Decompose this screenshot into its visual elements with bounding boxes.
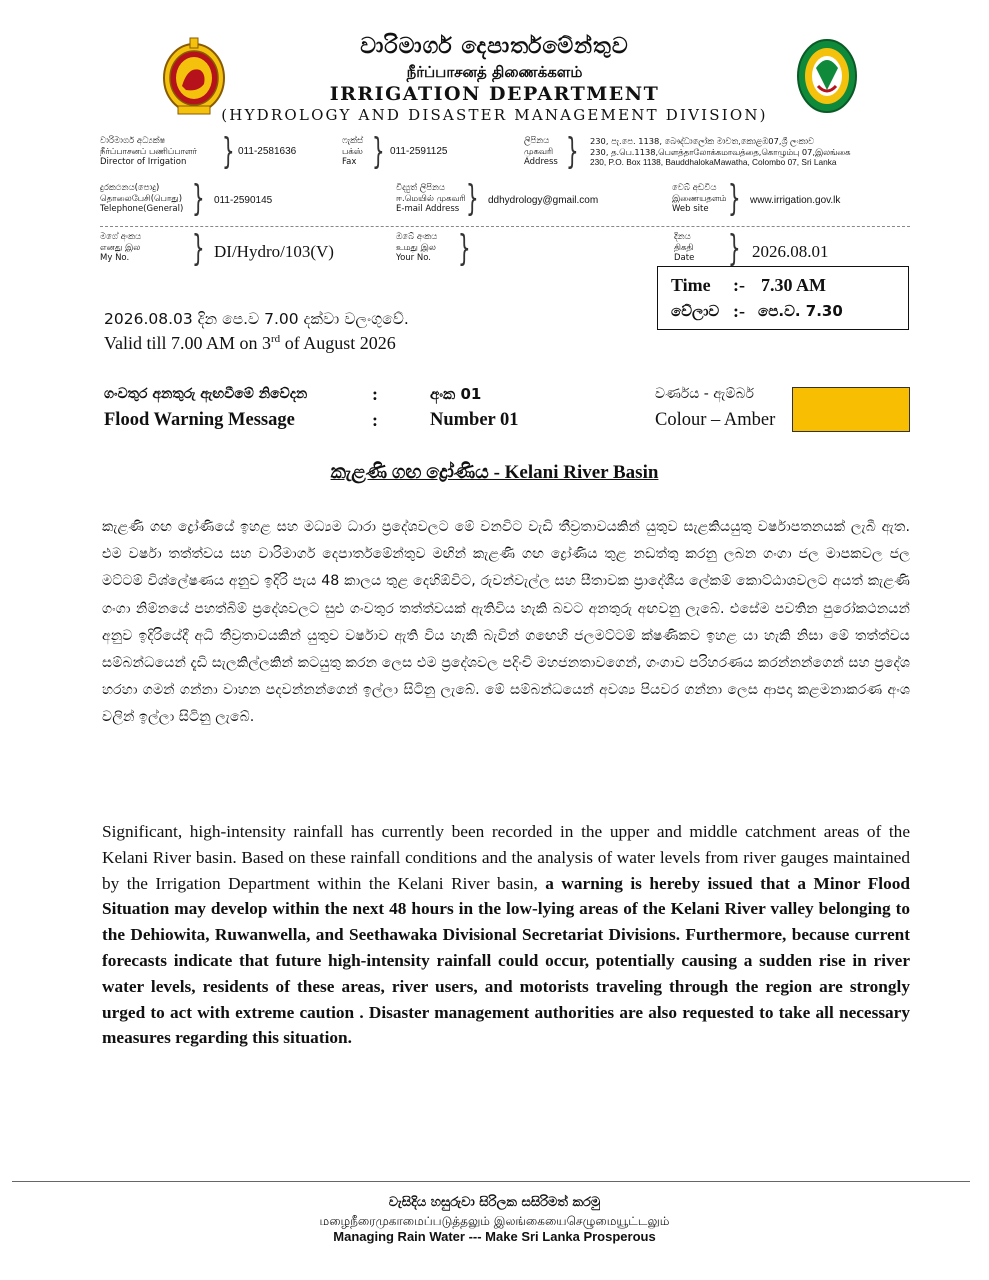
- footer-slogan-sinhala: වැසිදිය හසුරුවා සිරිලක සසිරිමත් කරමු: [388, 1195, 601, 1210]
- email-label: විද්‍යුත් ලිපිනය ஈ.மெயில் முகவரி E-mail Address: [396, 183, 466, 214]
- my-no-value: DI/Hydro/103(V): [214, 242, 334, 261]
- fax-number[interactable]: 011-2591125: [390, 146, 448, 157]
- date-label: දිනය திகதி Date: [674, 232, 695, 263]
- date-value: 2026.08.01: [752, 242, 829, 261]
- website-url[interactable]: www.irrigation.gov.lk: [750, 195, 841, 206]
- time-label-sinhala: වේලාව: [671, 302, 720, 320]
- title-tamil: நீர்ப்பாசனத் திணைக்களம்: [406, 63, 583, 81]
- address-label: ලිපිනය முகவரி Address: [524, 136, 558, 167]
- colour-label-sinhala: වර්ණය - ඇම්බර්: [655, 386, 754, 402]
- warning-number-english: Number 01: [430, 410, 519, 430]
- time-separator: :-: [733, 275, 745, 295]
- title-english: IRRIGATION DEPARTMENT: [329, 83, 660, 105]
- validity-sinhala: 2026.08.03 දින පෙ.ව 7.00 දක්වා වලංගුවේ.: [104, 310, 409, 328]
- basin-title: කැළණි ගඟ ද්‍රෝණිය - Kelani River Basin: [330, 462, 659, 483]
- body-english: Significant, high-intensity rainfall has currently been recorded in the upper and middle catchment areas of the Kelani River basin. Based on these rainfall conditions and the analysis of water levels from river gauges maintained by the Irrigation Department within the Kelani River basin, a warning is hereby issued that a Minor Flood Situation may develop within the next 48 hours in the low-lying areas of the Kelani River valley belonging to the Dehiowita, Ruwanwella, and Seethawaka Divisional Secretariat Divisions. Furthermore, because current forecasts indicate that future high-intensity rainfall could occur, potentially causing a sudden rise in river water levels, residents of these areas, river users, and motorists traveling through the region are strongly urged to act with extreme caution . Disaster management authorities are also requested to take all necessary measures regarding this situation.: [102, 822, 910, 1048]
- validity-english: Valid till 7.00 AM on 3rd of August 2026: [104, 333, 396, 353]
- warning-label-sinhala: ගංවතුර අනතුරු ඇඟවීමේ නිවේදන: [104, 386, 308, 402]
- my-no-label: මගේ අංකය எனது இல My No.: [100, 232, 142, 263]
- telephone-number[interactable]: 011-2590145: [214, 195, 273, 206]
- footer-slogan-tamil: மழைநீரைமுகாமைப்படுத்தலும் இலங்கையைசெழுமையூட்டலும்: [319, 1214, 670, 1228]
- warning-number-sinhala: අංක 01: [430, 385, 482, 403]
- email-address[interactable]: ddhydrology@gmail.com: [488, 195, 599, 206]
- header-divider: [100, 226, 910, 227]
- telephone-label: දුරකථනය(පොදු) தொலைபேசி(பொது) Telephone(General): [100, 183, 184, 214]
- title-sinhala: වාරිමාර්ග දෙපාර්තමේන්තුව: [360, 34, 629, 59]
- footer-slogan-english: Managing Rain Water --- Make Sri Lanka Prosperous: [333, 1229, 656, 1244]
- your-no-label: ඔබේ අංකය உமது இல Your No.: [396, 232, 438, 263]
- warning-label-english: Flood Warning Message: [104, 410, 295, 430]
- time-value-sinhala: පෙ.ව. 7.30: [758, 302, 843, 320]
- footer-divider: [12, 1181, 970, 1182]
- division-name: (HYDROLOGY AND DISASTER MANAGEMENT DIVISION): [221, 106, 768, 124]
- address-value: 230, පැ.පෙ. 1138, බෞද්ධාලෝක මාවත,කොළඹ07,ශ්‍රී ලංකාව 230, த.பெ.1138,பௌத்தாலோக்கமாவத்தை,கொழும்பு 07,இலங்கை 230, P.O. Box 1138, BauddhalokaMawatha, Colombo 07, Sri Lanka: [590, 136, 851, 167]
- fax-label: ෆැක්ස් பக்ஸ் Fax: [342, 136, 364, 167]
- time-separator-sinhala: :-: [733, 301, 745, 321]
- time-label: Time: [671, 275, 711, 295]
- colour-label-english: Colour – Amber: [655, 410, 776, 430]
- amber-colour-swatch: [792, 387, 910, 432]
- time-value: 7.30 AM: [761, 275, 826, 295]
- director-phone[interactable]: 011-2581636: [238, 146, 297, 157]
- warning-colon-1: :: [372, 384, 378, 404]
- body-sinhala: කැළණි ගඟ ද්‍රෝණියේ ඉහළ සහ මධ්‍යම ධාරා ප්‍රදේශවලට මේ වනවිට වැඩි තීව්‍රතාවයකින් යුතුව සැළකියයුතු වර්ෂාපතනයක් ලැබී ඇත. එම වර්ෂා තත්ත්වය සහ වාරිමාර්ග දෙපාර්තමේන්තුව මඟින් කැළණි ගඟ ද්‍රෝණිය තුළ නඩත්තු කරනු ලබන ගංගා ජල මාපකවල ජල මට්ටම් විශ්ලේෂණය අනුව ඉදිරි පැය 48 කාලය තුළ දෙහිඕවිට, රුවන්වැල්ල සහ සීතාවක ප්‍රාදේශීය ලේකම් කොට්ඨාශවලට අයත් කැළණි ගංගා නිම්නයේ පහත්බිම් ප්‍රදේශවලට සුළු ගංවතුර තත්ත්වයක් ඇතිවිය හැකි බවට අනතුරු අඟවනු ලැබේ. එසේම පවතින පුරෝකථනයන් අනුව ඉදිරියේදී අධි තීව්‍රතාවයකින් යුතුව වර්ෂාව ඇති විය හැකි බැවින් ගඟෙහි ජලමට්ටම් ක්ෂණිකව ඉහළ යා හැකි නිසා මේ තත්ත්වය සම්බන්ධයෙන් දැඩි සැලකිල්ලකින් කටයුතු කරන ලෙස එම ප්‍රදේශවල පදිංචි මහජනතාවගෙන්, ගංගාව පරිහරණය කරන්නන්ගෙන් සහ ප්‍රදේශ හරහා ගමන් ගන්නා වාහන පදවන්නන්ගෙන් ඉල්ලා සිටිනු ලැබේ. මේ සම්බන්ධයෙන් අවශ්‍ය පියවර ගන්නා ලෙස ආපදා කළමනාකරණ අංශ වලින් ඉල්ලා සිටිනු ලැබේ.: [102, 519, 910, 726]
- warning-colon-2: :: [372, 410, 378, 430]
- director-label: වාරිමාර්ග අධ්‍යක්ෂ நீர்ப்பாசனப் பணிப்பாளர் Director of Irrigation: [100, 136, 198, 167]
- website-label: වෙබ් අඩවිය இணையதளம் Web site: [672, 183, 727, 214]
